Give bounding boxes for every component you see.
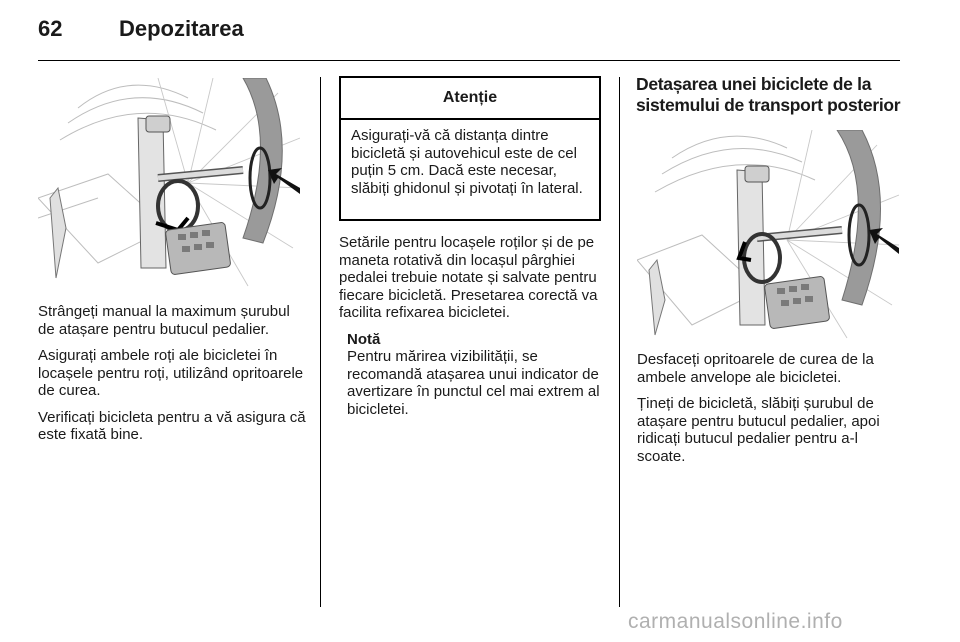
warning-title: Atenție — [341, 78, 599, 120]
warning-text: Asigurați-vă că distanța dintre bicicletă și autovehicul este de cel puțin 5 cm. Dacă este necesar, slăbiți ghidonul și pivotați în lateral. — [351, 127, 583, 197]
watermark: carmanualsonline.info — [628, 610, 843, 633]
column-divider-left — [320, 77, 321, 607]
paragraph: Desfaceți opritoarele de curea de la ambele anvelope ale bicicletei. — [637, 351, 874, 386]
paragraph: Verificați bicicleta pentru a vă asigura că este fixată bine. — [38, 408, 306, 443]
left-column-text — [38, 303, 308, 453]
paragraph: Țineți de bicicletă, slăbiți șurubul de atașare pentru butucul pedalier, apoi ridicați butucul pedalier pentru a-l scoate. — [637, 395, 880, 465]
warning-box — [339, 76, 601, 221]
page-number: 62 — [38, 16, 63, 41]
note-block — [339, 331, 609, 419]
paragraph: Asigurați ambele roți ale bicicletei în locașele pentru roți, utilizând opritoarele de curea. — [38, 347, 304, 399]
right-column-text — [637, 351, 902, 474]
column-divider-right — [619, 77, 620, 607]
note-text: Pentru mărirea vizibilității, se recomandă atașarea unui indicator de avertizare în punctul cel mai extrem al bicicletei. — [347, 348, 600, 418]
bike-carrier-loosen-illustration-icon — [637, 130, 899, 340]
page-title: Depozitarea — [119, 16, 244, 41]
bike-carrier-tighten-illustration-icon — [38, 78, 300, 288]
note-title: Notă — [347, 330, 381, 348]
paragraph: Setările pentru locașele roților și de pe maneta rotativă din locașul pârghiei pedalei trebuie notate și salvate pentru fiecare bicicletă. Presetarea corectă va facilita refixarea bicicletei. — [339, 234, 598, 321]
header-rule — [38, 60, 900, 61]
paragraph: Strângeți manual la maximum șurubul de atașare pentru butucul pedalier. — [38, 303, 290, 338]
section-title: Detașarea unei biciclete de la sistemului de transport posterior — [636, 74, 901, 115]
middle-column-text — [339, 234, 609, 418]
